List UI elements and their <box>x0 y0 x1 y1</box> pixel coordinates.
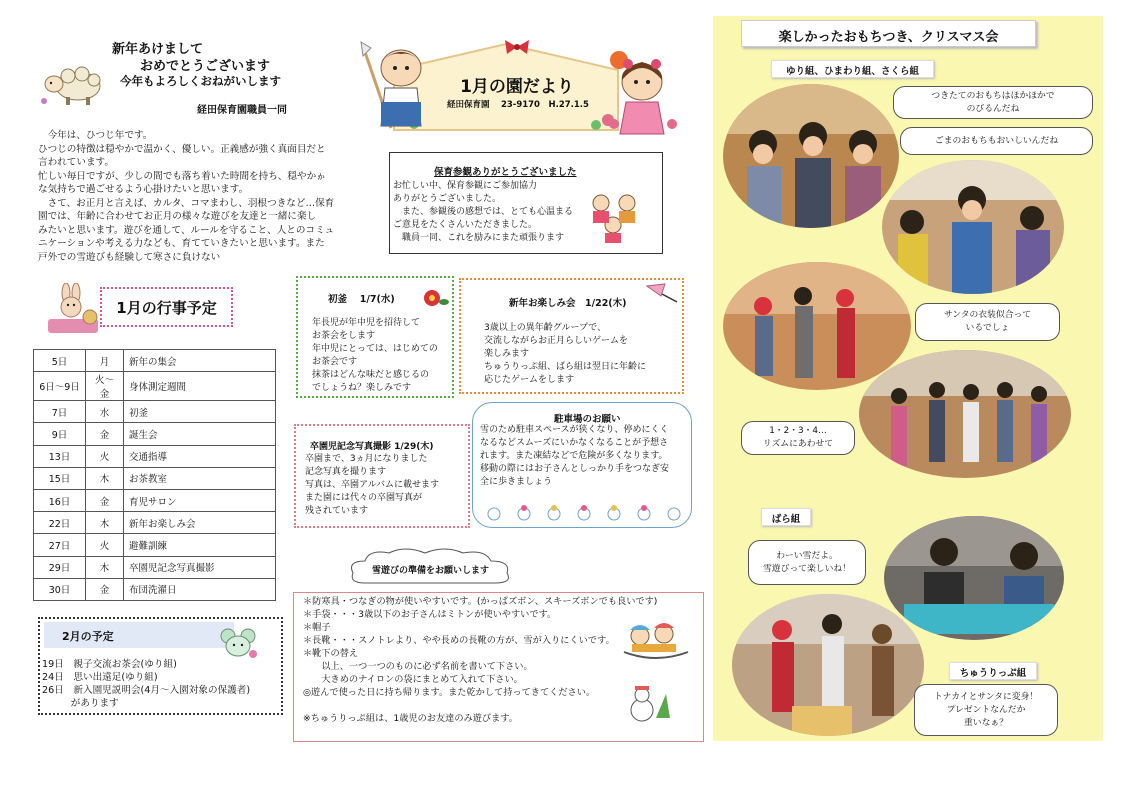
text-line: 忙しい毎日ですが、少しの間でも落ち着いた時間を持ち、穏やかゕ <box>38 170 326 182</box>
text-line: お茶会です <box>312 357 358 367</box>
schedule-row <box>34 423 276 445</box>
text-line: ニケーションや考える力なども、育てていきたいと思います。また <box>38 238 325 249</box>
snowman-icon <box>622 684 672 724</box>
text-line: 年長児が年中児を招待して <box>312 318 421 328</box>
sledding-kids-icon <box>620 618 692 664</box>
girl-icon <box>606 50 681 136</box>
photo-mochi-2 <box>882 160 1064 294</box>
photo-reindeer-santa <box>732 594 924 736</box>
parking-title: 駐車場のお願い <box>554 414 621 425</box>
text-line: れます。また凍結などで危険が多くなります。 <box>480 451 668 461</box>
hatsugama-title: 初釜 1/7(水) <box>328 294 395 305</box>
schedule-date: 16日 <box>34 489 86 511</box>
newsletter-title: 1月の園だより <box>460 77 574 97</box>
text-line: 園では、年齢に合わせてお正月の様々な遊びを友達と一緒に楽し <box>38 211 317 222</box>
february-list <box>42 658 282 710</box>
schedule-date: 30日 <box>34 578 86 600</box>
text-line: 移動の際にはお子さんとしっかり手をつなぎ安 <box>480 464 670 474</box>
schedule-row <box>34 512 276 534</box>
class-label-chuurippu: ちゅうりっぷ組 <box>949 662 1037 680</box>
text-line: また園には代々の卒園写真が <box>305 493 423 503</box>
schedule-day: 木 <box>86 512 124 534</box>
schedule-event: 身体測定週間 <box>124 372 276 401</box>
schedule-day: 金 <box>86 489 124 511</box>
flag-icon <box>643 282 679 304</box>
class-label-bara: ばら組 <box>761 508 811 526</box>
sheep-icon <box>38 64 106 106</box>
graduation-title: 卒園児記念写真撮影 1/29(木) <box>310 442 434 452</box>
class-label-yuri: ゆり組、ひまわり組、さくら組 <box>771 60 934 78</box>
text-line: 26日 新入園児説明会(4月～入園対象の保護者) <box>42 685 251 696</box>
snow-prep-text <box>303 595 657 725</box>
schedule-event: 交通指導 <box>124 445 276 467</box>
text-line: 抹茶はどんな味だと感じるの <box>312 370 430 380</box>
text-line: ＊帽子 <box>303 622 331 633</box>
bow-icon <box>503 38 531 56</box>
text-line: 戸外での雪遊びも経験して寒さに負けない <box>38 251 221 263</box>
text-line: お茶会をします <box>312 331 376 341</box>
text-line: 交流しながらお正月らしいゲームを <box>484 336 629 346</box>
schedule-event: 新年お楽しみ会 <box>124 512 276 534</box>
text-line: な気持ちで過ごせるよう心掛けたいと思います。 <box>38 184 249 195</box>
text-line: 残されています <box>305 506 369 516</box>
text-line: でしょうね？楽しみです <box>312 383 412 393</box>
text-line: 職員一同、これを励みにまた頑張ります <box>393 233 565 243</box>
text-line: 今年は、ひつじ年です。 <box>38 130 153 141</box>
schedule-day: 火 <box>86 534 124 556</box>
schedule-row <box>34 350 276 372</box>
schedule-row <box>34 445 276 467</box>
speech-bubble-2: ごまのおもちもおいしいんだね <box>900 127 1093 155</box>
schedule-date: 6日～9日 <box>34 372 86 401</box>
text-line: ※ちゅうりっぷ組は、1歳児のお友達のみ遊びます。 <box>303 713 518 724</box>
text-line: さて、お正月と言えば、カルタ、コマまわし、羽根つきなど…保育 <box>38 197 335 209</box>
text-line: 応じたゲームをします <box>484 375 575 385</box>
schedule-title: 1月の行事予定 <box>100 287 233 327</box>
schedule-row <box>34 467 276 489</box>
speech-bubble-4: 1・2・3・4… リズムにあわせて <box>741 421 855 455</box>
text-line: 年中児にとっては、はじめての <box>312 344 438 354</box>
text-line: 写真は、卒園アルバムに載せます <box>305 480 440 490</box>
greeting-signature: 経田保育園職員一同 <box>197 105 287 116</box>
text-line: ◎遊んで使った日に持ち帰ります。また乾かして持ってきてください。 <box>303 687 596 698</box>
kids-icon <box>583 189 647 243</box>
text-line: ＊靴下の替え <box>303 648 359 659</box>
text-line: ＊防寒具・つなぎの物が使いやすいです。(かっぱズボン、スキーズボンでも良いです) <box>303 596 658 607</box>
text-line: ご意見をたくさんいただきました。 <box>393 220 538 230</box>
text-line: 楽しみます <box>484 349 530 359</box>
schedule-event: 育児サロン <box>124 489 276 511</box>
photo-mochi-1 <box>723 84 899 228</box>
intro-text <box>38 129 358 264</box>
schedule-row <box>34 489 276 511</box>
graduation-text <box>305 453 439 518</box>
greeting-line2: おめでとうございます <box>140 59 271 74</box>
text-line: 以上、一つ一つのものに必ず名前を書いて下さい。 <box>303 661 533 672</box>
text-line: なるなどスムーズにいかなくなることが予想さ <box>480 438 669 448</box>
newsletter-subtitle: 経田保育園 23-9170 H.27.1.5 <box>447 100 589 110</box>
schedule-date: 27日 <box>34 534 86 556</box>
schedule-row <box>34 556 276 578</box>
schedule-day: 月 <box>86 350 124 372</box>
text-line: 記念写真を撮ります <box>305 467 387 477</box>
greeting-line3: 今年もよろしくおねがいします <box>120 74 281 88</box>
bunny-icon <box>42 283 104 338</box>
schedule-row <box>34 372 276 401</box>
schedule-day: 金 <box>86 423 124 445</box>
boy-with-arrow-icon <box>355 38 433 134</box>
speech-bubble-3: サンタの衣装似合って いるでしょ <box>915 303 1060 341</box>
schedule-day: 水 <box>86 401 124 423</box>
snowmen-icon <box>484 503 684 521</box>
visit-title: 保育参観ありがとうございました <box>434 167 577 178</box>
schedule-date: 15日 <box>34 467 86 489</box>
mouse-icon <box>218 626 260 660</box>
schedule-day: 火～金 <box>86 372 124 401</box>
text-line: 雪のため駐車スペースが狭くなり、停めにくく <box>480 425 669 435</box>
text-line: お忙しい中、保育参観にご参加協力 <box>393 181 538 191</box>
schedule-date: 7日 <box>34 401 86 423</box>
schedule-row <box>34 401 276 423</box>
visit-text <box>393 180 593 245</box>
new-year-fun-text <box>484 322 646 387</box>
text-line: 3歳以上の異年齢グループで、 <box>484 323 607 333</box>
text-line: があります <box>42 698 119 709</box>
hatsugama-text <box>312 317 438 395</box>
schedule-day: 火 <box>86 445 124 467</box>
schedule-date: 29日 <box>34 556 86 578</box>
text-line: また、参観後の感想では、とても心温まる <box>393 207 574 217</box>
speech-bubble-6: トナカイとサンタに変身！ プレゼントなんだか 重いなぁ？ <box>914 684 1058 736</box>
photo-christmas-1 <box>723 262 911 390</box>
schedule-event: 卒園児記念写真撮影 <box>124 556 276 578</box>
photo-snow-play <box>884 516 1064 640</box>
schedule-date: 9日 <box>34 423 86 445</box>
greeting-line1: 新年あけまして <box>112 42 204 57</box>
snow-prep-heading: 雪遊びの準備をお願いします <box>372 566 490 576</box>
schedule-event: 避難訓練 <box>124 534 276 556</box>
speech-bubble-1: つきたてのおもちはほかほかで のびるんだね <box>893 86 1093 119</box>
schedule-day: 木 <box>86 556 124 578</box>
parking-text <box>480 424 669 489</box>
new-year-fun-title: 新年お楽しみ会 1/22(木) <box>509 298 627 309</box>
schedule-event: 布団洗濯日 <box>124 578 276 600</box>
schedule-event: 誕生会 <box>124 423 276 445</box>
text-line: みたいと思います。遊びを通して、ルールを守ること、人とのコミュ <box>38 224 335 236</box>
camellia-icon <box>420 286 450 310</box>
text-line: 全に歩きましょう <box>480 477 553 487</box>
schedule-event: お茶教室 <box>124 467 276 489</box>
photo-christmas-2 <box>859 350 1071 478</box>
schedule-day: 木 <box>86 467 124 489</box>
schedule-date: 22日 <box>34 512 86 534</box>
photo-panel-title: 楽しかったおもちつき、クリスマス会 <box>741 20 1036 47</box>
text-line: ありがとうございました。 <box>393 194 502 204</box>
text-line: ＊長靴・・・スノトレより、やや長めの長靴の方が、雪が入りにくいです。 <box>303 635 615 646</box>
text-line: 言われています。 <box>38 157 114 168</box>
text-line <box>303 699 657 712</box>
schedule-event: 初釜 <box>124 401 276 423</box>
schedule-row <box>34 534 276 556</box>
text-line: 24日 思い出遠足(ゆり組) <box>42 672 158 683</box>
text-line: ＊手袋・・・3歳以下のお子さんはミトンが使いやすいです。 <box>303 609 557 620</box>
text-line: 19日 親子交流お茶会(ゆり組) <box>42 659 177 670</box>
schedule-day: 金 <box>86 578 124 600</box>
text-line: ひつじの特徴は穏やかで温かく、優しい。正義感が強く真面目だと <box>38 143 326 155</box>
february-title: 2月の予定 <box>44 622 234 648</box>
schedule-event: 新年の集会 <box>124 350 276 372</box>
text-line: ちゅうりっぷ組、ばら組は翌日に年齢に <box>484 362 647 372</box>
text-line: 大きめのナイロンの袋にまとめて入れて下さい。 <box>303 674 523 685</box>
schedule-row <box>34 578 276 600</box>
speech-bubble-5: わーい雪だよ。 雪遊びって楽しいね！ <box>748 540 866 585</box>
schedule-date: 5日 <box>34 350 86 372</box>
text-line: 卒園まで、3ヵ月になりました <box>305 454 428 464</box>
schedule-date: 13日 <box>34 445 86 467</box>
schedule-table <box>33 349 276 601</box>
